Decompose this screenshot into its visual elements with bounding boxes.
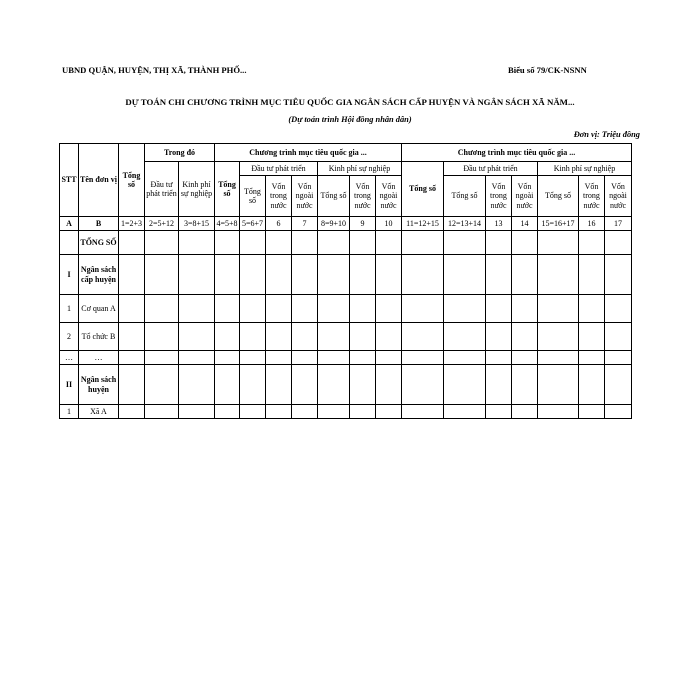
value-cell: [402, 255, 444, 295]
value-cell: [240, 323, 266, 351]
header-stt: STT: [60, 144, 79, 217]
value-cell: [350, 365, 376, 405]
index-cell: 1=2+3: [119, 217, 145, 231]
row-stt: …: [60, 351, 79, 365]
value-cell: [292, 365, 318, 405]
value-cell: [240, 365, 266, 405]
value-cell: [486, 295, 512, 323]
header-p2-dev-total: Tổng số: [444, 176, 486, 217]
value-cell: [215, 255, 240, 295]
value-cell: [512, 405, 538, 419]
value-cell: [179, 323, 215, 351]
row-name: Ngân sách cấp huyện: [79, 255, 119, 295]
value-cell: [402, 405, 444, 419]
value-cell: [579, 405, 605, 419]
value-cell: [538, 365, 579, 405]
index-cell: 5=6+7: [240, 217, 266, 231]
value-cell: [240, 405, 266, 419]
value-cell: [145, 323, 179, 351]
header-p1-rec-domestic: Vốn trong nước: [350, 176, 376, 217]
header-p2-dev-foreign: Vốn ngoài nước: [512, 176, 538, 217]
value-cell: [145, 351, 179, 365]
value-cell: [402, 231, 444, 255]
header-p1-dev: Đầu tư phát triển: [240, 162, 318, 176]
header-p2-total: Tổng số: [402, 162, 444, 217]
value-cell: [240, 295, 266, 323]
value-cell: [266, 351, 292, 365]
value-cell: [318, 405, 350, 419]
header-p1-dev-total: Tổng số: [240, 176, 266, 217]
value-cell: [579, 295, 605, 323]
value-cell: [605, 323, 632, 351]
value-cell: [579, 365, 605, 405]
header-p2-rec-foreign: Vốn ngoài nước: [605, 176, 632, 217]
index-cell: 11=12+15: [402, 217, 444, 231]
value-cell: [444, 405, 486, 419]
value-cell: [318, 255, 350, 295]
value-cell: [376, 295, 402, 323]
value-cell: [119, 405, 145, 419]
value-cell: [145, 295, 179, 323]
value-cell: [266, 255, 292, 295]
value-cell: [402, 295, 444, 323]
value-cell: [145, 255, 179, 295]
value-cell: [512, 255, 538, 295]
index-cell: B: [79, 217, 119, 231]
header-p1-total: Tổng số: [215, 162, 240, 217]
index-cell: A: [60, 217, 79, 231]
value-cell: [119, 351, 145, 365]
row-name: Tổ chức B: [79, 323, 119, 351]
value-cell: [179, 295, 215, 323]
index-cell: 14: [512, 217, 538, 231]
value-cell: [215, 323, 240, 351]
value-cell: [350, 405, 376, 419]
value-cell: [376, 365, 402, 405]
row-stt: I: [60, 255, 79, 295]
index-cell: 12=13+14: [444, 217, 486, 231]
index-cell: 13: [486, 217, 512, 231]
value-cell: [350, 323, 376, 351]
header-of-which: Trong đó: [145, 144, 215, 162]
value-cell: [179, 365, 215, 405]
index-cell: 8=9+10: [318, 217, 350, 231]
row-stt: [60, 231, 79, 255]
header-total: Tổng số: [119, 144, 145, 217]
row-stt: 2: [60, 323, 79, 351]
header-p1-dev-foreign: Vốn ngoài nước: [292, 176, 318, 217]
index-cell: 4=5+8: [215, 217, 240, 231]
value-cell: [444, 231, 486, 255]
value-cell: [605, 365, 632, 405]
document-subtitle: (Dự toán trình Hội đồng nhân dân): [288, 115, 412, 124]
value-cell: [486, 351, 512, 365]
value-cell: [444, 255, 486, 295]
value-cell: [318, 351, 350, 365]
value-cell: [292, 351, 318, 365]
index-cell: 15=16+17: [538, 217, 579, 231]
row-name: Xã A: [79, 405, 119, 419]
value-cell: [266, 405, 292, 419]
value-cell: [119, 365, 145, 405]
value-cell: [350, 255, 376, 295]
value-cell: [292, 405, 318, 419]
value-cell: [292, 231, 318, 255]
agency-header: UBND QUẬN, HUYỆN, THỊ XÃ, THÀNH PHỐ...: [62, 65, 247, 75]
value-cell: [215, 295, 240, 323]
value-cell: [292, 295, 318, 323]
header-p2-rec-total: Tổng số: [538, 176, 579, 217]
value-cell: [376, 323, 402, 351]
index-cell: 6: [266, 217, 292, 231]
value-cell: [318, 323, 350, 351]
value-cell: [179, 255, 215, 295]
value-cell: [240, 255, 266, 295]
header-p1-rec-foreign: Vốn ngoài nước: [376, 176, 402, 217]
unit-label: Đơn vị: Triệu đồng: [573, 130, 640, 139]
value-cell: [538, 351, 579, 365]
header-p1-rec-total: Tổng số: [318, 176, 350, 217]
value-cell: [402, 351, 444, 365]
index-cell: 2=5+12: [145, 217, 179, 231]
value-cell: [145, 405, 179, 419]
value-cell: [512, 323, 538, 351]
value-cell: [350, 351, 376, 365]
value-cell: [266, 323, 292, 351]
table-row: [60, 231, 632, 255]
table-row: [60, 295, 632, 323]
table-row: [60, 365, 632, 405]
row-name: Cơ quan A: [79, 295, 119, 323]
value-cell: [350, 295, 376, 323]
header-p1-dev-domestic: Vốn trong nước: [266, 176, 292, 217]
header-p1-rec: Kinh phí sự nghiệp: [318, 162, 402, 176]
index-cell: 3=8+15: [179, 217, 215, 231]
table-row: [60, 405, 632, 419]
index-cell: 7: [292, 217, 318, 231]
value-cell: [179, 231, 215, 255]
value-cell: [486, 405, 512, 419]
value-cell: [605, 351, 632, 365]
value-cell: [538, 323, 579, 351]
form-number: Biểu số 79/CK-NSNN: [508, 65, 587, 75]
index-row: [60, 217, 632, 231]
value-cell: [145, 231, 179, 255]
value-cell: [215, 231, 240, 255]
row-name: Ngân sách huyện: [79, 365, 119, 405]
value-cell: [318, 231, 350, 255]
header-program-2: Chương trình mục tiêu quốc gia ...: [402, 144, 632, 162]
value-cell: [376, 255, 402, 295]
row-stt: II: [60, 365, 79, 405]
value-cell: [376, 351, 402, 365]
value-cell: [605, 295, 632, 323]
header-p2-dev: Đầu tư phát triển: [444, 162, 538, 176]
value-cell: [318, 295, 350, 323]
value-cell: [512, 231, 538, 255]
index-cell: 9: [350, 217, 376, 231]
value-cell: [538, 295, 579, 323]
value-cell: [402, 323, 444, 351]
value-cell: [444, 323, 486, 351]
value-cell: [486, 323, 512, 351]
value-cell: [605, 255, 632, 295]
value-cell: [119, 295, 145, 323]
value-cell: [179, 405, 215, 419]
value-cell: [538, 231, 579, 255]
value-cell: [538, 405, 579, 419]
value-cell: [376, 405, 402, 419]
value-cell: [402, 365, 444, 405]
value-cell: [119, 231, 145, 255]
value-cell: [486, 365, 512, 405]
value-cell: [605, 231, 632, 255]
header-dev-invest: Đầu tư phát triển: [145, 162, 179, 217]
value-cell: [215, 351, 240, 365]
index-cell: 16: [579, 217, 605, 231]
row-name: TỔNG SỐ: [79, 231, 119, 255]
table-row: [60, 323, 632, 351]
index-cell: 10: [376, 217, 402, 231]
value-cell: [444, 295, 486, 323]
value-cell: [240, 351, 266, 365]
header-unit-name: Tên đơn vị: [79, 144, 119, 217]
value-cell: [444, 351, 486, 365]
table-row: [60, 351, 632, 365]
row-stt: 1: [60, 295, 79, 323]
value-cell: [266, 365, 292, 405]
value-cell: [179, 351, 215, 365]
row-stt: 1: [60, 405, 79, 419]
value-cell: [240, 231, 266, 255]
value-cell: [579, 231, 605, 255]
header-p2-dev-domestic: Vốn trong nước: [486, 176, 512, 217]
value-cell: [350, 231, 376, 255]
value-cell: [292, 255, 318, 295]
header-program-1: Chương trình mục tiêu quốc gia ...: [215, 144, 402, 162]
value-cell: [215, 365, 240, 405]
value-cell: [538, 255, 579, 295]
document-title: DỰ TOÁN CHI CHƯƠNG TRÌNH MỤC TIÊU QUỐC GIA NGÂN SÁCH CẤP HUYỆN VÀ NGÂN SÁCH XÃ NĂM...: [125, 97, 575, 107]
value-cell: [318, 365, 350, 405]
value-cell: [444, 365, 486, 405]
value-cell: [605, 405, 632, 419]
value-cell: [579, 323, 605, 351]
index-cell: 17: [605, 217, 632, 231]
value-cell: [579, 255, 605, 295]
table-row: [60, 255, 632, 295]
row-name: …: [79, 351, 119, 365]
header-recurrent: Kinh phí sự nghiệp: [179, 162, 215, 217]
value-cell: [512, 351, 538, 365]
value-cell: [215, 405, 240, 419]
value-cell: [486, 255, 512, 295]
value-cell: [512, 295, 538, 323]
value-cell: [376, 231, 402, 255]
value-cell: [119, 323, 145, 351]
header-p2-rec-domestic: Vốn trong nước: [579, 176, 605, 217]
value-cell: [266, 295, 292, 323]
budget-table: [59, 143, 632, 419]
value-cell: [486, 231, 512, 255]
header-p2-rec: Kinh phí sự nghiệp: [538, 162, 632, 176]
value-cell: [119, 255, 145, 295]
value-cell: [579, 351, 605, 365]
value-cell: [145, 365, 179, 405]
value-cell: [266, 231, 292, 255]
value-cell: [292, 323, 318, 351]
value-cell: [512, 365, 538, 405]
